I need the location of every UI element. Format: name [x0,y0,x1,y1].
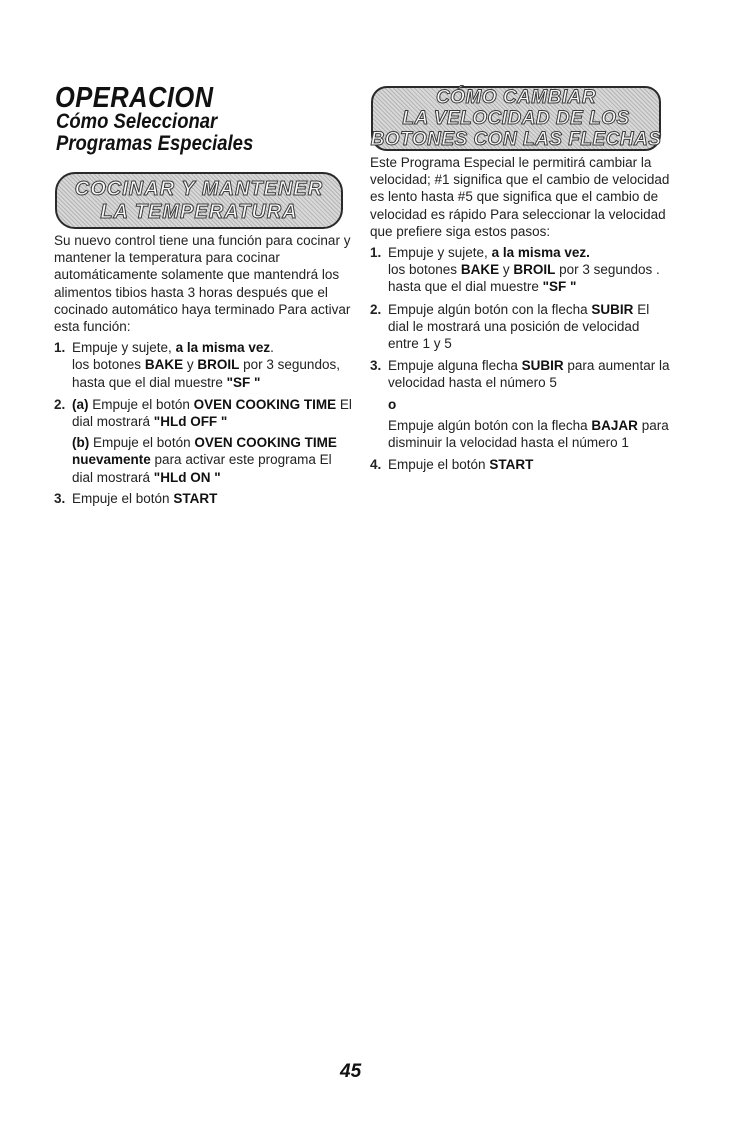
section-banner-cook-and-hold [55,172,343,229]
step-3-alt [388,417,670,451]
step-text: El dial le mostrará una posición de velocidad entre 1 y 5 [388,301,650,352]
button-name: BAKE [460,262,500,278]
display-code: "HLd OFF " [153,414,228,430]
button-name: BAKE [144,357,184,373]
step-number: 2. [54,396,66,412]
display-code: "HLd ON " [153,469,221,485]
section-title: OPERACION [55,82,214,114]
display-code: "SF " [226,374,261,390]
step-text: Empuje y sujete, [72,340,172,356]
button-name: OVEN COOKING TIME nuevamente [72,435,337,468]
step-1 [54,339,354,391]
step-text: los botones [72,357,142,373]
button-name: SUBIR [521,358,564,374]
step-text: Empuje el botón [92,396,190,412]
emphasis: a la misma vez [175,340,271,356]
step-2a [72,396,354,430]
banner-line: COCINAR Y MANTENER [74,178,324,201]
step-text: y [186,357,194,373]
page-title: Cómo Seleccionar Programas Especiales [56,110,254,155]
button-name: BAJAR [591,417,638,433]
step-text: para activar este programa El dial mostrará [72,452,332,485]
step-text: Empuje algún botón con la flecha [388,417,588,433]
banner-line: LA VELOCIDAD DE LOS [402,107,630,129]
button-name: OVEN COOKING TIME [193,396,337,412]
button-name: START [489,457,534,473]
step-text: Empuje alguna flecha [388,358,518,374]
step-1 [370,244,670,296]
step-text: Empuje algún botón con la flecha [388,301,588,317]
banner-line: BOTONES CON LAS FLECHAS [370,129,662,151]
step-text: para aumentar la velocidad hasta el número 5 [388,358,670,391]
button-name: BROIL [513,262,556,278]
emphasis: a la misma vez. [491,245,590,261]
step-text: El dial mostrará [72,396,352,430]
step-number: 2. [370,301,382,317]
right-column [370,154,670,473]
intro-paragraph: Su nuevo control tiene una función para cocinar y mantener la temperatura para cocinar automáticamente solamente que mantendrá los alimentos tibios hasta 3 horas después que el cocinado automático haya terminado Para activar esta función: [54,233,351,335]
banner-line: LA TEMPERATURA [100,200,298,223]
step-text: Empuje el botón [388,457,486,473]
or-separator [388,396,670,413]
step-text: Empuje y sujete, [388,245,488,261]
left-column [54,232,354,507]
button-name: START [173,490,218,506]
button-name: BROIL [197,357,240,373]
or-text: o [388,396,397,412]
step-text: . [270,340,274,356]
display-code: "SF " [542,279,577,295]
sub-label: (b) [72,435,90,451]
step-4 [370,456,670,473]
step-text: Empuje el botón [72,490,170,506]
button-name: SUBIR [591,301,634,317]
step-number: 1. [370,245,382,261]
intro-paragraph: Este Programa Especial le permitirá cambiar la velocidad; #1 significa que el cambio de velocidad es lento hasta #5 que significa que el cambio de velocidad es rápido Para seleccionar la velocidad que prefiere siga estos pasos: [370,155,670,239]
section-banner-arrow-speed [371,86,661,151]
step-text: Empuje el botón [93,435,191,451]
step-text: por 3 segundos . hasta que el dial muestre [388,262,660,295]
sub-label: (a) [72,396,89,412]
step-2 [370,301,670,353]
banner-line: CÓMO CAMBIAR [435,86,597,108]
page-number: 45 [340,1061,362,1082]
step-2 [54,396,354,486]
step-number: 3. [54,490,66,506]
step-text: por 3 segundos, hasta que el dial muestre [72,357,340,390]
step-number: 1. [54,340,66,356]
step-number: 3. [370,358,382,374]
step-text: los botones [388,262,458,278]
step-text: y [502,262,510,278]
step-3 [370,357,670,451]
step-text: para disminuir la velocidad hasta el número 1 [388,417,669,451]
step-3 [54,490,354,507]
step-number: 4. [370,457,382,473]
step-2b [72,434,354,486]
